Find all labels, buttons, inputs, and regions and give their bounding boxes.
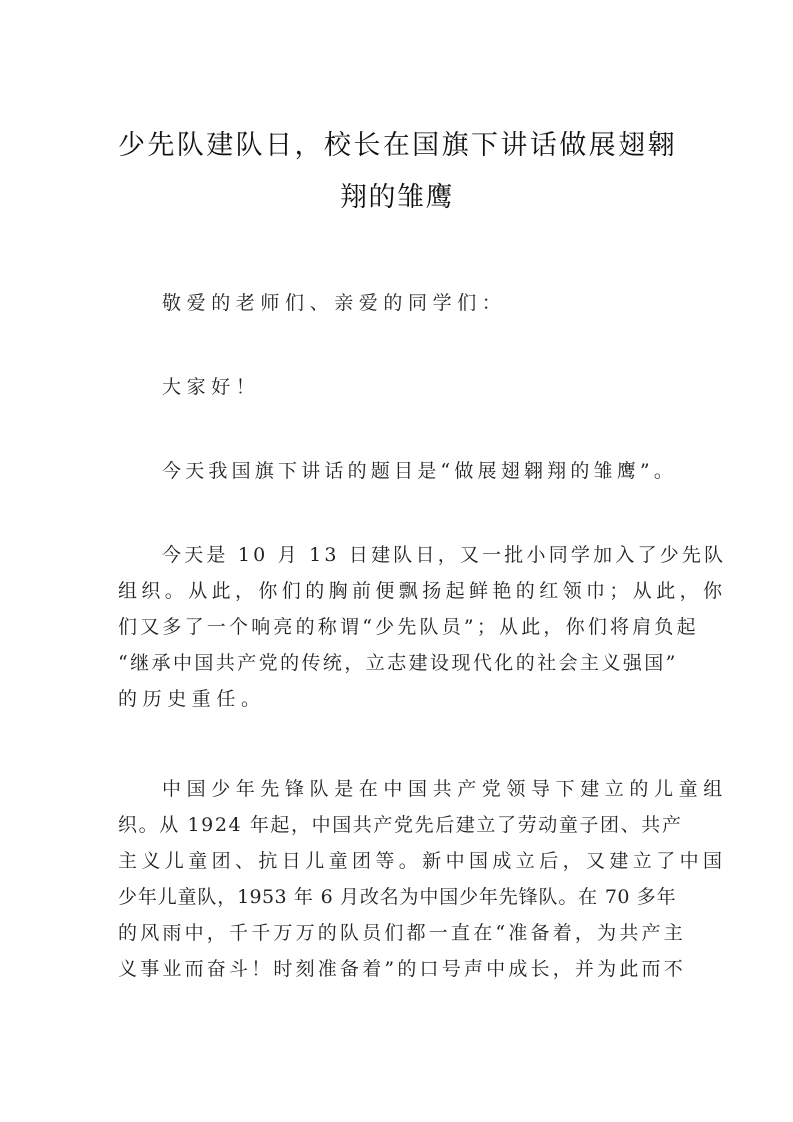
paragraph-line: 们又多了一个响亮的称谓“少先队员”；从此，你们将肩负起 [118, 616, 699, 638]
paragraph-line: 今天是 10 月 13 日建队日，又一批小同学加入了少先队 [162, 544, 727, 566]
paragraph-line: 中国少年先锋队是在中国共产党领导下建立的儿童组 [162, 778, 728, 800]
paragraph-line: “继承中国共产党的传统，立志建设现代化的社会主义强国” [118, 652, 676, 674]
paragraph-line: 的风雨中，千千万万的队员们都一直在“准备着，为共产主 [118, 922, 686, 944]
paragraph-line: 的历史重任。 [118, 688, 266, 710]
document-title-line-2: 翔的雏鹰 [340, 182, 454, 213]
salutation [118, 285, 720, 321]
topic-statement [118, 453, 720, 489]
greeting [118, 369, 720, 405]
paragraph-line: 织。从 1924 年起，中国共产党先后建立了劳动童子团、共产 [118, 814, 683, 836]
paragraph-line: 组织。从此，你们的胸前便飘扬起鲜艳的红领巾；从此，你 [118, 580, 727, 602]
paragraph-founding-day [118, 537, 727, 717]
paragraph-history [118, 771, 728, 987]
paragraph-line: 主义儿童团、抗日儿童团等。新中国成立后，又建立了中国 [118, 850, 727, 872]
salutation-text: 敬爱的老师们、亲爱的同学们： [162, 292, 507, 314]
topic-text: 今天我国旗下讲话的题目是“做展翅翱翔的雏鹰”。 [162, 460, 678, 482]
document-title-line-1: 少先队建队日，校长在国旗下讲话做展翅翱 [118, 130, 676, 161]
greeting-text: 大家好！ [162, 376, 261, 398]
paragraph-line: 少年儿童队，1953 年 6 月改名为中国少年先锋队。在 70 多年 [118, 886, 676, 908]
paragraph-line: 义事业而奋斗！时刻准备着”的口号声中成长，并为此而不 [118, 958, 686, 980]
